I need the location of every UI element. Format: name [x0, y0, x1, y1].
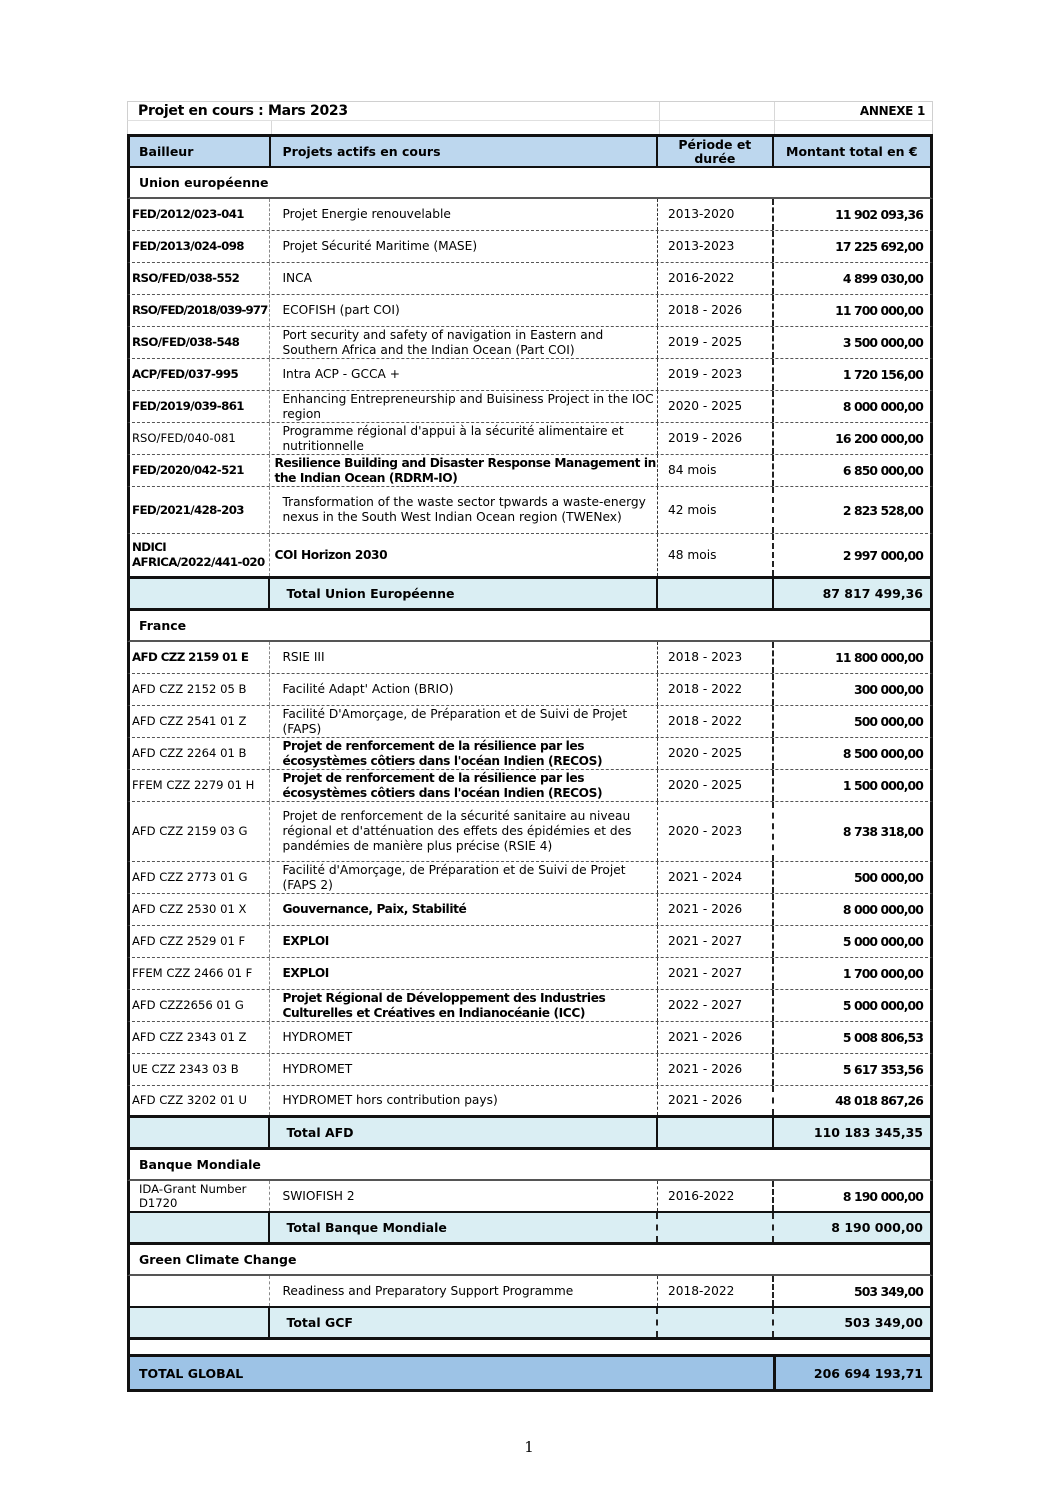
- ref-cell: AFD CZZ 2159 01 E: [130, 642, 270, 673]
- project-cell: HYDROMET: [270, 1022, 658, 1053]
- period-cell: 2021 - 2027: [658, 926, 774, 957]
- project-cell: Readiness and Preparatory Support Programme: [270, 1276, 658, 1306]
- period-cell: 2013-2020: [658, 199, 774, 230]
- amount-cell: 2 823 528,00: [842, 502, 923, 518]
- total-row-gcf: [127, 1308, 933, 1340]
- table-row: [127, 1086, 933, 1118]
- amount-cell: 16 200 000,00: [835, 431, 923, 446]
- period-cell: 2021 - 2026: [658, 1054, 774, 1085]
- ref-cell: UE CZZ 2343 03 B: [130, 1054, 270, 1085]
- project-cell: Projet de renforcement de la sécurité sanitaire au niveau régional et d'atténuation des effets des épidémies et des pandémies de manière plus précise (RSIE 4): [270, 802, 658, 861]
- ref-cell: RSO/FED/038-552: [130, 263, 270, 294]
- amount-cell: 8 500 000,00: [842, 746, 923, 761]
- project-cell: RSIE III: [270, 642, 658, 673]
- table-row: [127, 894, 933, 926]
- amount-cell: 11 902 093,36: [835, 207, 923, 222]
- total-amount: 87 817 499,36: [822, 586, 923, 601]
- ref-cell: RSO/FED/038-548: [130, 327, 270, 358]
- amount-cell: 48 018 867,26: [835, 1093, 923, 1108]
- amount-cell: 2 997 000,00: [842, 547, 923, 563]
- amount-cell: 1 700 000,00: [842, 966, 923, 981]
- ref-cell: AFD CZZ 2530 01 X: [130, 894, 270, 925]
- project-cell: Resilience Building and Disaster Response Management in the Indian Ocean (RDRM-IO): [270, 455, 658, 486]
- amount-cell: 503 349,00: [853, 1283, 923, 1299]
- amount-cell: 8 738 318,00: [842, 824, 923, 839]
- table-row: [127, 926, 933, 958]
- header-projets: Projets actifs en cours: [271, 137, 659, 166]
- section-green-climate-change: [127, 1245, 933, 1276]
- amount-cell: 500 000,00: [853, 714, 923, 729]
- period-cell: 2018 - 2023: [658, 642, 774, 673]
- project-cell: COI Horizon 2030: [270, 534, 658, 576]
- project-cell: Programme régional d'appui à la sécurité alimentaire et nutritionnelle: [270, 423, 658, 454]
- ref-cell: AFD CZZ2656 01 G: [130, 990, 270, 1021]
- empty-cell: [272, 121, 660, 134]
- project-cell: Facilité d'Amorçage, de Préparation et de Suivi de Projet (FAPS 2): [270, 862, 658, 893]
- ref-cell: FFEM CZZ 2466 01 F: [130, 958, 270, 989]
- project-cell: Facilité D'Amorçage, de Préparation et de Suivi de Projet (FAPS): [270, 706, 658, 737]
- empty-cell: [130, 1118, 270, 1147]
- header-periode: Période et durée: [658, 137, 774, 166]
- section-banque-mondiale: [127, 1150, 933, 1181]
- ref-cell: NDICI AFRICA/2022/441-020: [130, 534, 270, 576]
- header-bailleur: Bailleur: [130, 137, 271, 166]
- amount-cell: 1 500 000,00: [842, 778, 923, 793]
- title-row: [127, 101, 933, 120]
- ref-cell: FED/2019/039-861: [130, 391, 270, 422]
- total-row-banque-mondiale: [127, 1213, 933, 1245]
- total-label: Total AFD: [270, 1118, 658, 1147]
- empty-cell: [130, 1308, 270, 1337]
- period-cell: 2021 - 2026: [658, 1086, 774, 1115]
- period-cell: 2018 - 2022: [658, 706, 774, 737]
- period-cell: 2018 - 2026: [658, 295, 774, 326]
- section-label: France: [139, 618, 187, 633]
- table-row: [127, 1276, 933, 1308]
- empty-cell: [128, 121, 272, 134]
- period-cell: 2019 - 2023: [658, 359, 774, 390]
- project-cell: ECOFISH (part COI): [270, 295, 658, 326]
- ref-cell: AFD CZZ 2264 01 B: [130, 738, 270, 769]
- table-row: [127, 295, 933, 327]
- ref-cell: AFD CZZ 2541 01 Z: [130, 706, 270, 737]
- project-cell: INCA: [270, 263, 658, 294]
- ref-cell: AFD CZZ 2529 01 F: [130, 926, 270, 957]
- amount-cell: 8 000 000,00: [842, 399, 923, 414]
- section-label: Banque Mondiale: [139, 1157, 261, 1172]
- amount-cell: 1 720 156,00: [842, 367, 923, 382]
- grand-total-amount: 206 694 193,71: [813, 1365, 923, 1381]
- project-cell: Projet Sécurité Maritime (MASE): [270, 231, 658, 262]
- project-cell: Facilité Adapt' Action (BRIO): [270, 674, 658, 705]
- period-cell: 2021 - 2026: [658, 894, 774, 925]
- ref-cell: IDA-Grant Number D1720: [130, 1181, 270, 1211]
- project-cell: SWIOFISH 2: [270, 1181, 658, 1211]
- page-title: Projet en cours : Mars 2023: [128, 102, 660, 120]
- amount-cell: 6 850 000,00: [842, 463, 923, 478]
- project-cell: EXPLOI: [270, 926, 658, 957]
- amount-cell: 5 008 806,53: [842, 1030, 923, 1045]
- table-row: [127, 802, 933, 862]
- table-row: [127, 455, 933, 487]
- empty-cell: [658, 1308, 774, 1337]
- empty-cell: [658, 579, 774, 608]
- projects-table: [127, 101, 933, 1392]
- period-cell: 42 mois: [658, 487, 774, 533]
- ref-cell: ACP/FED/037-995: [130, 359, 270, 390]
- amount-cell: 5 000 000,00: [842, 934, 923, 949]
- project-cell: Transformation of the waste sector tpwards a waste-energy nexus in the South West Indian Ocean region (TWENex): [270, 487, 658, 533]
- total-amount: 8 190 000,00: [831, 1220, 923, 1235]
- amount-cell: 4 899 030,00: [842, 271, 923, 286]
- amount-cell: 8 190 000,00: [842, 1188, 923, 1204]
- period-cell: 2020 - 2023: [658, 802, 774, 861]
- ref-cell: AFD CZZ 2343 01 Z: [130, 1022, 270, 1053]
- period-cell: 2013-2023: [658, 231, 774, 262]
- total-amount: 110 183 345,35: [813, 1125, 923, 1140]
- page-number: 1: [524, 1438, 534, 1456]
- section-union-europeenne: [127, 168, 933, 199]
- amount-cell: 17 225 692,00: [835, 239, 923, 254]
- ref-cell: FED/2012/023-041: [130, 199, 270, 230]
- period-cell: 2021 - 2026: [658, 1022, 774, 1053]
- table-row: [127, 263, 933, 295]
- ref-cell: AFD CZZ 2152 05 B: [130, 674, 270, 705]
- project-cell: Projet Régional de Développement des Industries Culturelles et Créatives en Indianocéanie (ICC): [270, 990, 658, 1021]
- table-row: [127, 642, 933, 674]
- amount-cell: 300 000,00: [853, 682, 923, 697]
- period-cell: 2018-2022: [658, 1276, 774, 1306]
- table-row: [127, 327, 933, 359]
- total-label: Total Banque Mondiale: [270, 1213, 658, 1242]
- grand-total-row: [127, 1357, 933, 1392]
- project-cell: HYDROMET: [270, 1054, 658, 1085]
- table-row: [127, 738, 933, 770]
- empty-cell: [130, 579, 270, 608]
- empty-cell: [658, 1213, 774, 1242]
- period-cell: 84 mois: [658, 455, 774, 486]
- total-label: Total GCF: [270, 1308, 658, 1337]
- amount-cell: 5 617 353,56: [842, 1062, 923, 1077]
- period-cell: 2019 - 2026: [658, 423, 774, 454]
- project-cell: Enhancing Entrepreneurship and Buisiness Project in the IOC region: [270, 391, 658, 422]
- table-row: [127, 487, 933, 534]
- period-cell: 2021 - 2024: [658, 862, 774, 893]
- ref-cell: FFEM CZZ 2279 01 H: [130, 770, 270, 801]
- amount-cell: 500 000,00: [853, 870, 923, 885]
- project-cell: Projet de renforcement de la résilience par les écosystèmes côtiers dans l'océan Indien (RECOS): [270, 738, 658, 769]
- section-france: [127, 611, 933, 642]
- ref-cell: FED/2021/428-203: [130, 487, 270, 533]
- section-label: Union européenne: [139, 175, 269, 190]
- period-cell: 2021 - 2027: [658, 958, 774, 989]
- amount-cell: 5 000 000,00: [842, 998, 923, 1013]
- total-row-union-europeenne: [127, 579, 933, 611]
- project-cell: Port security and safety of navigation in Eastern and Southern Africa and the Indian Ocean (Part COI): [270, 327, 658, 358]
- table-row: [127, 423, 933, 455]
- section-label: Green Climate Change: [139, 1252, 297, 1267]
- amount-cell: 11 800 000,00: [835, 650, 923, 665]
- table-row: [127, 770, 933, 802]
- ref-cell: RSO/FED/2018/039-977: [130, 295, 270, 326]
- table-row: [127, 1054, 933, 1086]
- table-row: [127, 1181, 933, 1213]
- table-row: [127, 862, 933, 894]
- empty-cell: [130, 1213, 270, 1242]
- blank-row: [127, 120, 933, 134]
- table-row: [127, 359, 933, 391]
- ref-cell: AFD CZZ 3202 01 U: [130, 1086, 270, 1115]
- period-cell: 2020 - 2025: [658, 738, 774, 769]
- ref-cell: FED/2020/042-521: [130, 455, 270, 486]
- project-cell: Projet de renforcement de la résilience par les écosystèmes côtiers dans l'océan Indien (RECOS): [270, 770, 658, 801]
- project-cell: EXPLOI: [270, 958, 658, 989]
- period-cell: 2020 - 2025: [658, 770, 774, 801]
- empty-cell: [660, 102, 776, 120]
- period-cell: 2016-2022: [658, 1181, 774, 1211]
- ref-cell: FED/2013/024-098: [130, 231, 270, 262]
- period-cell: 2022 - 2027: [658, 990, 774, 1021]
- amount-cell: 3 500 000,00: [842, 335, 923, 350]
- table-header: [127, 134, 933, 168]
- period-cell: 2020 - 2025: [658, 391, 774, 422]
- period-cell: 2016-2022: [658, 263, 774, 294]
- table-row: [127, 231, 933, 263]
- table-row: [127, 199, 933, 231]
- period-cell: 2018 - 2022: [658, 674, 774, 705]
- total-label: Total Union Européenne: [270, 579, 658, 608]
- ref-cell: AFD CZZ 2773 01 G: [130, 862, 270, 893]
- table-row: [127, 674, 933, 706]
- ref-cell: AFD CZZ 2159 03 G: [130, 802, 270, 861]
- period-cell: 48 mois: [658, 534, 774, 576]
- header-montant: Montant total en €: [786, 144, 918, 159]
- table-row: [127, 706, 933, 738]
- project-cell: Projet Energie renouvelable: [270, 199, 658, 230]
- table-row: [127, 1022, 933, 1054]
- table-row: [127, 990, 933, 1022]
- total-amount: 503 349,00: [844, 1315, 923, 1330]
- grand-total-label: TOTAL GLOBAL: [130, 1357, 776, 1389]
- ref-cell: [130, 1276, 270, 1306]
- spacer-row: [127, 1340, 933, 1357]
- project-cell: HYDROMET hors contribution pays): [270, 1086, 658, 1115]
- ref-cell: RSO/FED/040-081: [130, 423, 270, 454]
- project-cell: Gouvernance, Paix, Stabilité: [270, 894, 658, 925]
- empty-cell: [660, 121, 776, 134]
- project-cell: Intra ACP - GCCA +: [270, 359, 658, 390]
- table-row: [127, 958, 933, 990]
- amount-cell: 8 000 000,00: [842, 902, 923, 917]
- annexe-label: ANNEXE 1: [859, 103, 925, 118]
- amount-cell: 11 700 000,00: [835, 303, 923, 318]
- table-row: [127, 391, 933, 423]
- period-cell: 2019 - 2025: [658, 327, 774, 358]
- table-row: [127, 534, 933, 579]
- total-row-afd: [127, 1118, 933, 1150]
- empty-cell: [658, 1118, 774, 1147]
- empty-cell: [775, 121, 932, 134]
